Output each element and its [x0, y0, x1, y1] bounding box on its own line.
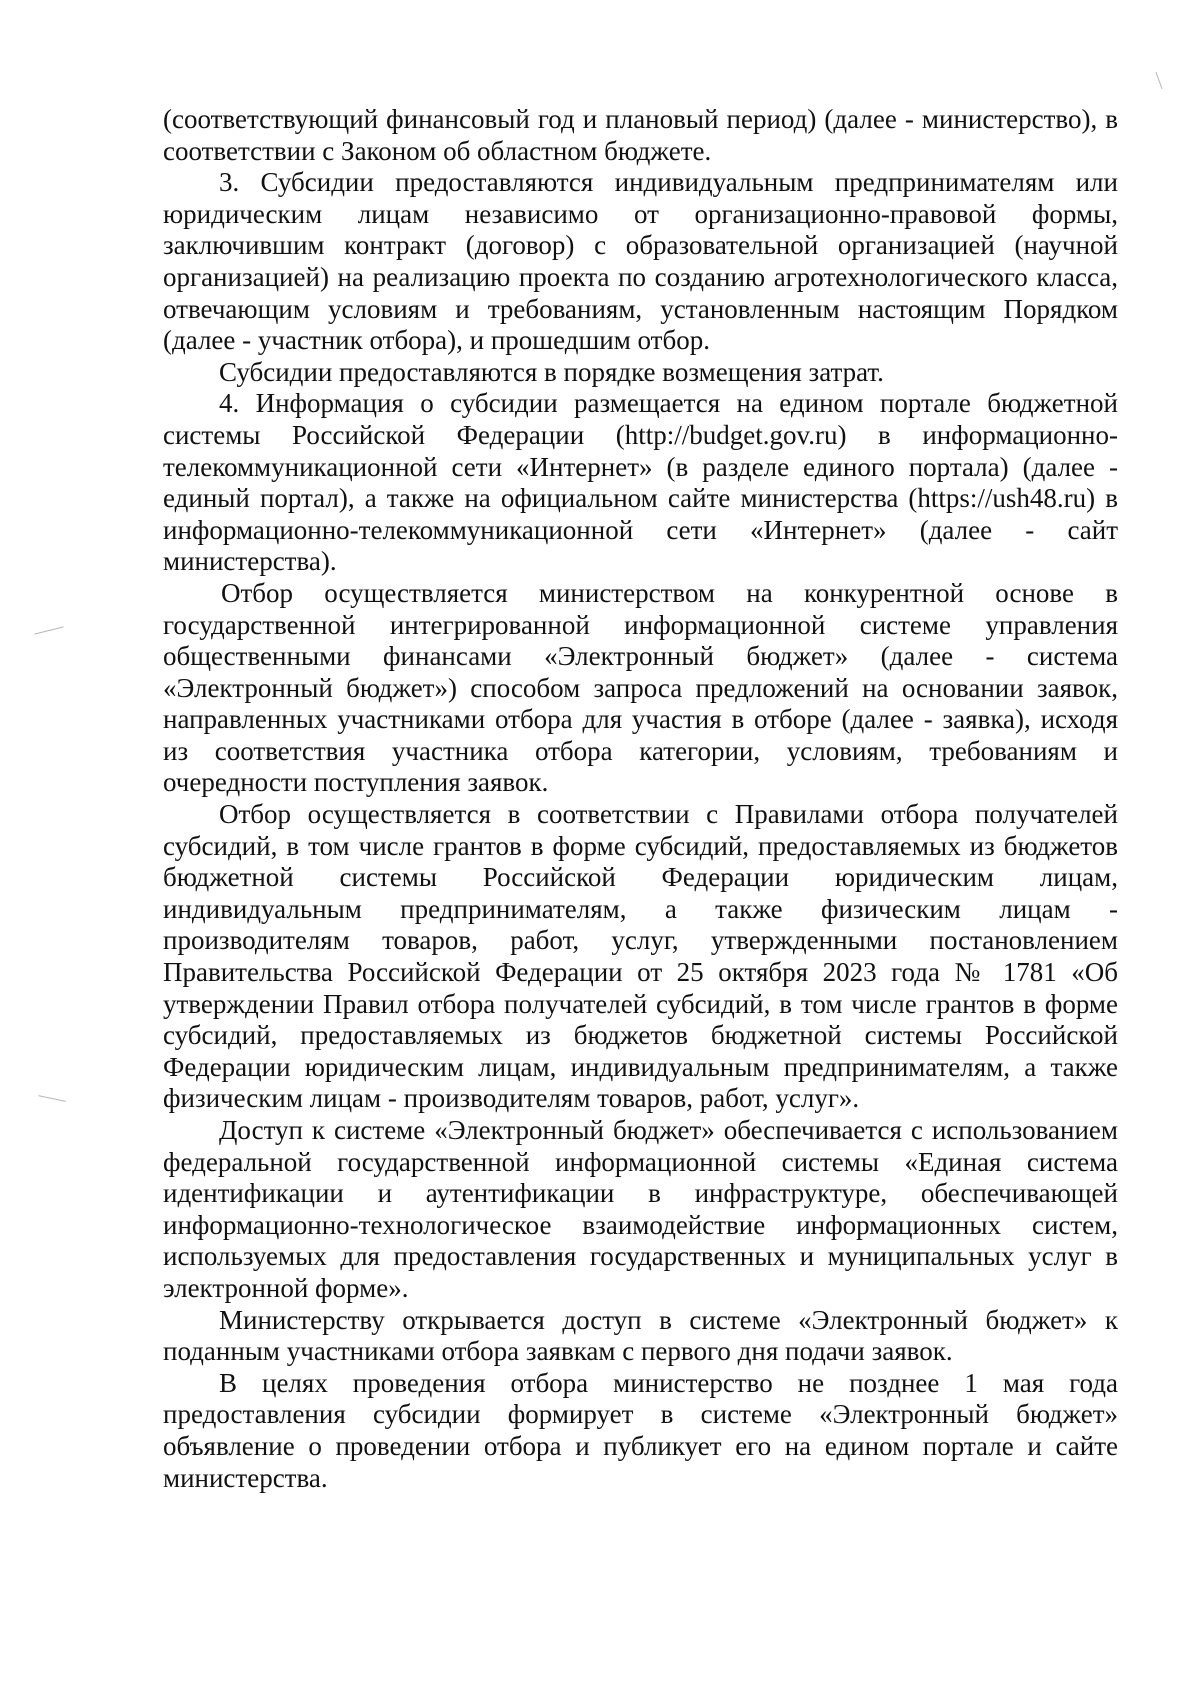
paragraph: (соответствующий финансовый год и плановый период) (далее - министерство), в соответствии с Законом об областном бюджете.: [163, 104, 1118, 166]
paragraph: Доступ к системе «Электронный бюджет» обеспечивается с использованием федеральной государственной информационной системы «Единая система идентификации и аутентификации в инфраструктуре, обеспечивающей информационно-технологическое взаимодействие информационных систем, используемых для предоставления государственных и муниципальных услуг в электронной форме».: [163, 1115, 1118, 1303]
paragraph: Субсидии предоставляются в порядке возмещения затрат.: [219, 356, 884, 387]
scan-mark: [38, 1095, 66, 1102]
paragraph: Министерству открывается доступ в системе «Электронный бюджет» к поданным участниками отбора заявкам с первого дня подачи заявок.: [163, 1304, 1118, 1367]
document-body: [163, 104, 1118, 1494]
scan-mark: [1155, 72, 1162, 89]
paragraph: В целях проведения отбора министерство не позднее 1 мая года предоставления субсидии формирует в системе «Электронный бюджет» объявление о проведении отбора и публикует его на едином портале и сайте министерства.: [163, 1367, 1118, 1493]
scan-mark: [34, 626, 63, 634]
paragraph: Отбор осуществляется министерством на конкурентной основе в государственной интегрированной информационной системе управления общественными финансами «Электронный бюджет» (далее - система «Электронный бюджет») способом запроса предложений на основании заявок, направленных участниками отбора для участия в отборе (далее - заявка), исходя из соответствия участника отбора категории, условиям, требованиям и очередности поступления заявок.: [163, 577, 1118, 798]
paragraph: Отбор осуществляется в соответствии с Правилами отбора получателей субсидий, в том числе грантов в форме субсидий, предоставляемых из бюджетов бюджетной системы Российской Федерации юридическим лицам, индивидуальным предпринимателям, а также физическим лицам - производителям товаров, работ, услуг, утвержденными постановлением Правительства Российской Федерации от 25 октября 2023 года № 1781 «Об утверждении Правил отбора получателей субсидий, в том числе грантов в форме субсидий, предоставляемых из бюджетов бюджетной системы Российской Федерации юридическим лицам, индивидуальным предпринимателям, а также физическим лицам - производителям товаров, работ, услуг».: [163, 799, 1118, 1114]
paragraph: 4. Информация о субсидии размещается на едином портале бюджетной системы Российской Федерации (http://budget.gov.ru) в информационно-телекоммуникационной сети «Интернет» (в разделе единого портала) (далее - единый портал), а также на официальном сайте министерства (https://ush48.ru) в информационно-телекоммуникационной сети «Интернет» (далее - сайт министерства).: [163, 388, 1118, 577]
paragraph: 3. Субсидии предоставляются индивидуальным предпринимателям или юридическим лицам независимо от организационно-правовой формы, заключившим контракт (договор) с образовательной организацией (научной организацией) на реализацию проекта по созданию агротехнологического класса, отвечающим условиям и требованиям, установленным настоящим Порядком (далее - участник отбора), и прошедшим отбор.: [163, 167, 1118, 356]
